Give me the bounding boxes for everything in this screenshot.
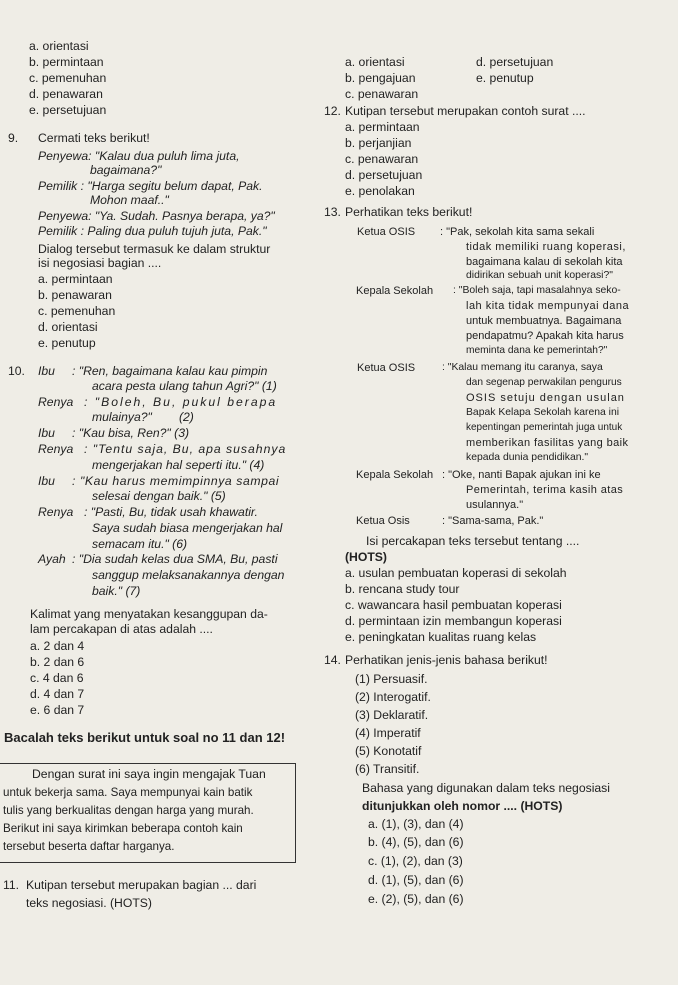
option: a. permintaan [38,272,113,286]
speaker: Ketua OSIS [357,362,416,374]
question-prompt: Cermati teks berikut! [38,131,150,145]
dialog-line: acara pesta ulang tahun Agri?" (1) [92,379,277,393]
excerpt-line: Berikut ini saya kirimkan beberapa contoh kain [3,822,243,835]
option: e. penutup [38,336,96,350]
dialog-line: : "Boleh saja, tapi masalahnya seko- [453,285,621,296]
question-number: 13. [324,205,341,219]
dialog-line: : "Ren, bagaimana kalau kau pimpin [72,364,268,378]
question-number: 9. [8,131,19,145]
option: c. pemenuhan [38,304,116,318]
dialog-line: tidak memiliki ruang koperasi, [466,241,626,253]
dialog-line: bagaimana kalau di sekolah kita [466,256,623,268]
option: e. 6 dan 7 [30,703,85,717]
list-item: (5) Konotatif [355,744,422,758]
dialog-line: baik." (7) [92,584,141,598]
question-number: 14. [324,653,341,667]
option: b. rencana study tour [345,582,460,596]
option: c. wawancara hasil pembuatan koperasi [345,598,562,612]
question-text: ditunjukkan oleh nomor .... (HOTS) [362,799,563,813]
option: d. persetujuan [476,55,554,69]
dialog-line: : "Tentu saja, Bu, apa susahnya [84,442,287,456]
dialog-line: Mohon maaf.." [90,193,169,207]
question-text: Perhatikan jenis-jenis bahasa berikut! [345,653,548,667]
dialog-line: Pemerintah, terima kasih atas [466,484,624,496]
dialog-line: : "Dia sudah kelas dua SMA, Bu, pasti [72,552,278,566]
list-item: (4) Imperatif [355,726,421,740]
dialog-line: : "Oke, nanti Bapak ajukan ini ke [442,469,601,481]
question-number: 10. [8,364,25,378]
dialog-line: OSIS setuju dengan usulan [466,392,625,404]
option: b. pengajuan [345,71,416,85]
speaker: Renya [38,395,74,409]
option: e. (2), (5), dan (6) [368,892,464,906]
excerpt-line: tulis yang berkualitas dengan harga yang murah. [3,804,254,817]
speaker: Ketua OSIS [357,226,416,238]
option: c. penawaran [345,152,419,166]
dialog-line: Pemilik : "Harga segitu belum dapat, Pak. [38,179,263,193]
question-text: Bahasa yang digunakan dalam teks negosiasi [362,781,610,795]
speaker: Ayah [38,552,66,566]
dialog-line: : "Kalau memang itu caranya, saya [442,362,603,373]
speaker: Kepala Sekolah [356,285,434,297]
question-number: 11. [3,878,20,892]
speaker: Ibu [38,364,55,378]
option: c. 4 dan 6 [30,671,84,685]
option: a. orientasi [29,39,89,53]
option: a. usulan pembuatan koperasi di sekolah [345,566,567,580]
dialog-line: meminta dana ke pemerintah?" [466,345,608,356]
dialog-line: pendapatmu? Apakah kita harus [466,330,624,342]
excerpt-line: Dengan surat ini saya ingin mengajak Tuan [32,767,266,781]
dialog-line: kepentingan pemerintah juga untuk [466,422,623,433]
dialog-line: Penyewa: "Ya. Sudah. Pasnya berapa, ya?" [38,209,275,223]
dialog-line: Bapak Kelapa Sekolah karena ini [466,407,620,418]
dialog-line: didirikan sebuah unit koperasi?" [466,270,613,281]
dialog-line: : "Pasti, Bu, tidak usah khawatir. [84,505,258,519]
dialog-line: sanggup melaksanakannya dengan [92,568,285,582]
excerpt-line: tersebut beserta daftar harganya. [3,840,175,853]
option: e. peningkatan kualitas ruang kelas [345,630,537,644]
option: b. penawaran [38,288,112,302]
option: d. 4 dan 7 [30,687,85,701]
dialog-line: lah kita tidak mempunyai dana [466,300,630,312]
speaker: Ketua Osis [356,515,410,527]
question-text: Perhatikan teks berikut! [345,205,473,219]
question-text: Kalimat yang menyatakan kesanggupan da- [30,607,268,621]
list-item: (1) Persuasif. [355,672,428,686]
dialog-line: : "Kau bisa, Ren?" (3) [72,426,190,440]
dialog-line: : "Pak, sekolah kita sama sekali [440,226,595,238]
option: d. (1), (5), dan (6) [368,873,464,887]
question-text: lam percakapan di atas adalah .... [30,622,213,636]
speaker: Ibu [38,474,55,488]
option: b. permintaan [29,55,104,69]
option: e. persetujuan [29,103,107,117]
dialog-line: Saya sudah biasa mengerjakan hal [92,521,283,535]
question-text: Kutipan tersebut merupakan contoh surat .... [345,104,586,118]
question-text: Kutipan tersebut merupakan bagian ... dari [26,878,257,892]
option: c. penawaran [345,87,419,101]
option: d. penawaran [29,87,103,101]
option: b. perjanjian [345,136,412,150]
option: a. (1), (3), dan (4) [368,817,464,831]
dialog-line: selesai dengan baik." (5) [92,489,226,503]
option: d. permintaan izin membangun koperasi [345,614,562,628]
dialog-line: memberikan fasilitas yang baik [466,437,629,449]
section-title: Bacalah teks berikut untuk soal no 11 dan 12! [4,730,286,745]
option: e. penutup [476,71,534,85]
dialog-line: untuk membuatnya. Bagaimana [466,315,622,327]
option: a. orientasi [345,55,405,69]
list-item: (6) Transitif. [355,762,420,776]
dialog-line: semacam itu." (6) [92,537,188,551]
question-text: teks negosiasi. (HOTS) [26,896,152,910]
dialog-line: usulannya." [466,499,524,511]
option: c. (1), (2), dan (3) [368,854,463,868]
excerpt-line: untuk bekerja sama. Saya mempunyai kain batik [3,786,253,799]
dialog-line: dan segenap perwakilan pengurus [466,377,622,388]
option: d. persetujuan [345,168,423,182]
dialog-line: mulainya?" (2) [92,410,194,424]
option: a. 2 dan 4 [30,639,85,653]
dialog-line: : "Kau harus memimpinnya sampai [72,474,280,488]
option: b. 2 dan 6 [30,655,85,669]
dialog-line: : "Boleh, Bu, pukul berapa [84,395,278,409]
hots-label: (HOTS) [345,550,387,564]
question-text: Isi percakapan teks tersebut tentang .... [366,534,580,548]
list-item: (2) Interogatif. [355,690,431,704]
option: d. orientasi [38,320,98,334]
question-text: isi negosiasi bagian .... [38,256,162,270]
speaker: Kepala Sekolah [356,469,434,481]
option: a. permintaan [345,120,420,134]
option: e. penolakan [345,184,415,198]
question-text: Dialog tersebut termasuk ke dalam struktur [38,242,271,256]
option: b. (4), (5), dan (6) [368,835,464,849]
option: c. pemenuhan [29,71,107,85]
dialog-line: bagaimana?" [90,163,162,177]
dialog-line: kepada dunia pendidikan." [466,452,589,463]
dialog-line: : "Sama-sama, Pak." [442,515,544,527]
list-item: (3) Deklaratif. [355,708,429,722]
speaker: Renya [38,442,74,456]
speaker: Renya [38,505,74,519]
question-number: 12. [324,104,341,118]
dialog-line: Pemilik : Paling dua puluh tujuh juta, Pak." [38,224,267,238]
dialog-line: mengerjakan hal seperti itu." (4) [92,458,265,472]
speaker: Ibu [38,426,55,440]
dialog-line: Penyewa: "Kalau dua puluh lima juta, [38,149,240,163]
